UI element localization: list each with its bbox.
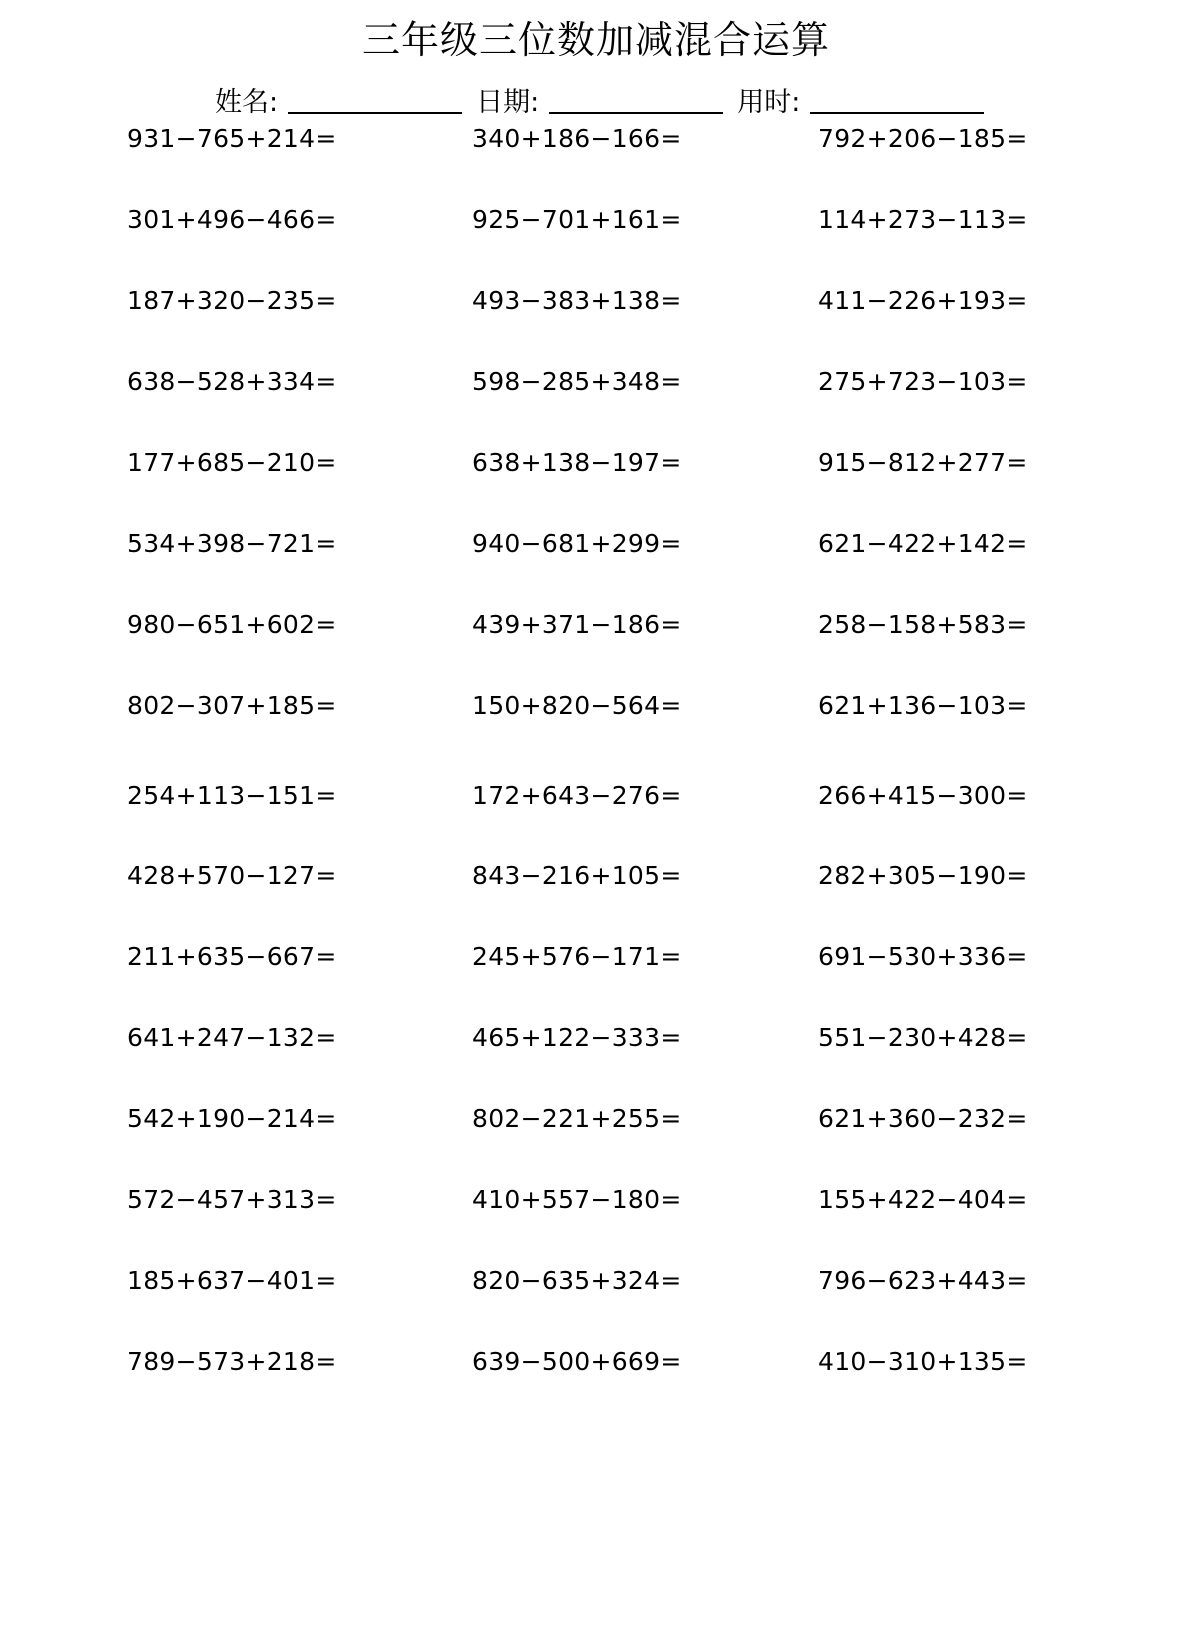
math-problem: 282+305−190=: [818, 861, 1028, 890]
math-problem: 114+273−113=: [818, 205, 1028, 234]
math-problem: 187+320−235=: [127, 286, 337, 315]
math-problem: 254+113−151=: [127, 781, 337, 810]
worksheet-title: 三年级三位数加减混合运算: [361, 18, 830, 62]
math-problem: 638+138−197=: [472, 448, 682, 477]
math-problem: 621+136−103=: [818, 691, 1028, 720]
math-problem: 439+371−186=: [472, 610, 682, 639]
math-problem: 275+723−103=: [818, 367, 1028, 396]
math-problem: 925−701+161=: [472, 205, 682, 234]
math-problem: 542+190−214=: [127, 1104, 337, 1133]
math-problem: 980−651+602=: [127, 610, 337, 639]
math-problem: 185+637−401=: [127, 1266, 337, 1295]
math-problem: 621+360−232=: [818, 1104, 1028, 1133]
math-problem: 245+576−171=: [472, 942, 682, 971]
math-problem: 940−681+299=: [472, 529, 682, 558]
math-problem: 820−635+324=: [472, 1266, 682, 1295]
math-problem: 410−310+135=: [818, 1347, 1028, 1376]
name-label: 姓名:: [215, 87, 279, 118]
math-problem: 802−307+185=: [127, 691, 337, 720]
math-problem: 172+643−276=: [472, 781, 682, 810]
math-problem: 150+820−564=: [472, 691, 682, 720]
math-problem: 340+186−166=: [472, 124, 682, 153]
math-problem: 931−765+214=: [127, 124, 337, 153]
math-problem: 428+570−127=: [127, 861, 337, 890]
math-problem: 155+422−404=: [818, 1185, 1028, 1214]
math-problem: 177+685−210=: [127, 448, 337, 477]
math-problem: 792+206−185=: [818, 124, 1028, 153]
math-problem: 691−530+336=: [818, 942, 1028, 971]
math-problem: 789−573+218=: [127, 1347, 337, 1376]
math-problem: 493−383+138=: [472, 286, 682, 315]
math-problem: 258−158+583=: [818, 610, 1028, 639]
math-problem: 410+557−180=: [472, 1185, 682, 1214]
math-problem: 211+635−667=: [127, 942, 337, 971]
math-problem: 534+398−721=: [127, 529, 337, 558]
math-problem: 465+122−333=: [472, 1023, 682, 1052]
math-problem: 641+247−132=: [127, 1023, 337, 1052]
math-problem: 638−528+334=: [127, 367, 337, 396]
math-problem: 301+496−466=: [127, 205, 337, 234]
math-problem: 843−216+105=: [472, 861, 682, 890]
math-problem: 551−230+428=: [818, 1023, 1028, 1052]
time-label: 用时:: [737, 87, 801, 118]
math-problem: 598−285+348=: [472, 367, 682, 396]
math-problem: 802−221+255=: [472, 1104, 682, 1133]
math-problem: 639−500+669=: [472, 1347, 682, 1376]
math-problem: 572−457+313=: [127, 1185, 337, 1214]
math-problem: 621−422+142=: [818, 529, 1028, 558]
date-label: 日期:: [476, 87, 540, 118]
math-problem: 411−226+193=: [818, 286, 1028, 315]
math-problem: 915−812+277=: [818, 448, 1028, 477]
math-problem: 266+415−300=: [818, 781, 1028, 810]
math-problem: 796−623+443=: [818, 1266, 1028, 1295]
